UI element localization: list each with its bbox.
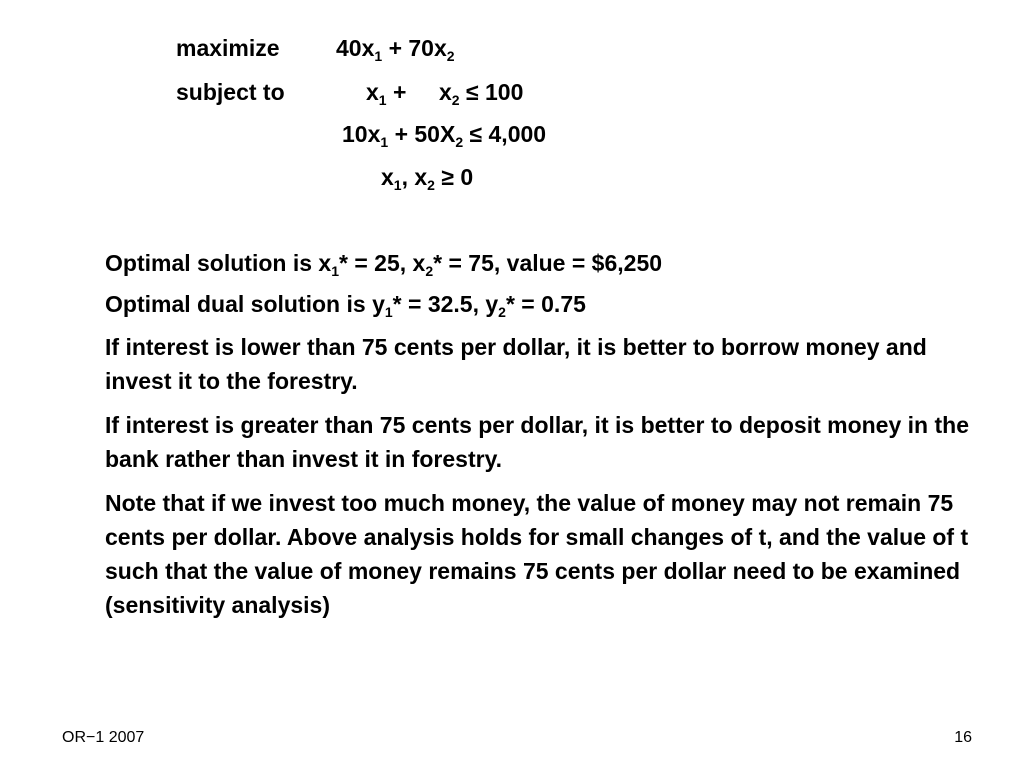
interest-lower-paragraph: If interest is lower than 75 cents per dollar, it is better to borrow money and invest it to the forestry. (105, 334, 927, 394)
constraint-2-term2: + $50X_2$ (394, 121, 464, 150)
page-number: 16 (954, 729, 972, 746)
constraint-2-term1: $10x_1$ (342, 121, 389, 150)
objective-term1: $40x_1$ (336, 35, 383, 64)
constraint-1-rel: ≤ 100 (465, 79, 524, 105)
constraint-1-x2: $x_2$ (438, 79, 460, 108)
constraint-1-line (176, 78, 523, 106)
constraint-2-rel: ≤ 4,000 (469, 121, 547, 147)
objective-line (176, 34, 455, 62)
primal-solution: Optimal solution is $x_1* = 25$, $x_2* = 75$, value = $6,250 (105, 250, 663, 279)
constraint-1-x1: $x_1$ (366, 79, 387, 108)
constraint-3-term1: $x_1$ (381, 164, 402, 193)
constraint-2-line (342, 120, 546, 148)
interest-greater-paragraph: If interest is greater than 75 cents per dollar, it is better to deposit money in the bank rather than invest it in forestry. (105, 412, 969, 472)
objective-keyword: maximize (176, 35, 280, 61)
subject-to-keyword: subject to (176, 79, 285, 105)
objective-term2: + $70x_2$ (388, 35, 455, 64)
footer-left: OR−1 2007 (62, 729, 145, 746)
constraint-1-plus: + (392, 79, 407, 105)
note-paragraph: Note that if we invest too much money, the value of money may not remain 75 cents per dollar. Above analysis holds for small changes of t, and the value of t such that the value of money remains 75 cents per dollar need to be examined (sensitivity analysis) (105, 490, 969, 618)
dual-solution: Optimal dual solution is $y_1* = 32.5$, $y_2* = 0.75$ (105, 291, 586, 320)
constraint-3-line (381, 163, 473, 191)
constraint-3-rel: ≥ 0 (441, 164, 474, 190)
constraint-3-term2: , $x_2$ (401, 164, 435, 193)
